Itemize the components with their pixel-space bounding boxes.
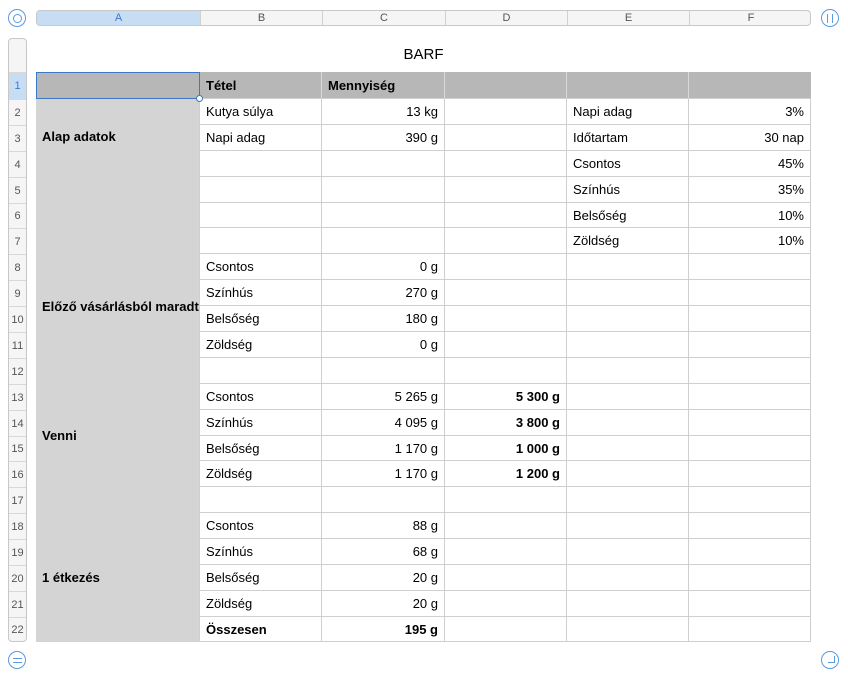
cell-f19[interactable] — [689, 539, 811, 565]
row-header-10[interactable]: 10 — [9, 306, 26, 332]
cell-d17[interactable] — [445, 487, 567, 513]
column-header-e[interactable]: E — [568, 11, 690, 25]
cell-d21[interactable] — [445, 591, 567, 617]
row-bars-icon — [13, 658, 22, 663]
cell-f3[interactable]: 30 nap — [689, 125, 811, 151]
cell-f21[interactable] — [689, 591, 811, 617]
cell-b4[interactable] — [200, 151, 322, 177]
cell-d1[interactable] — [445, 72, 567, 99]
cell-d10[interactable] — [445, 306, 567, 332]
cell-e12[interactable] — [567, 358, 689, 384]
cell-b2[interactable]: Kutya súlya — [200, 99, 322, 125]
cell-b5[interactable] — [200, 177, 322, 203]
cell-f11[interactable] — [689, 332, 811, 358]
cell-e2[interactable]: Napi adag — [567, 99, 689, 125]
cell-f10[interactable] — [689, 306, 811, 332]
cell-f12[interactable] — [689, 358, 811, 384]
row-header-22[interactable]: 22 — [9, 617, 26, 642]
cell-c20[interactable]: 20 g — [322, 565, 445, 591]
cell-c6[interactable] — [322, 203, 445, 228]
cell-e13[interactable] — [567, 384, 689, 410]
cell-b8[interactable]: Csontos — [200, 254, 322, 280]
column-header-bar — [36, 10, 811, 26]
cell-b10[interactable]: Belsőség — [200, 306, 322, 332]
row-header-2[interactable]: 2 — [9, 99, 26, 125]
category-elozo-vasarlas[interactable]: Előző vásárlásból maradt — [36, 254, 200, 358]
row-header-20[interactable]: 20 — [9, 565, 26, 591]
cell-e6[interactable]: Belsőség — [567, 203, 689, 228]
cell-c14[interactable]: 4 095 g — [322, 410, 445, 436]
cell-f13[interactable] — [689, 384, 811, 410]
cell-b21[interactable]: Zöldség — [200, 591, 322, 617]
cell-b12[interactable] — [200, 358, 322, 384]
cell-c13[interactable]: 5 265 g — [322, 384, 445, 410]
cell-f17[interactable] — [689, 487, 811, 513]
cell-d11[interactable] — [445, 332, 567, 358]
column-header-b[interactable]: B — [201, 11, 323, 25]
cell-b22[interactable]: Összesen — [200, 617, 322, 642]
cell-a1[interactable] — [36, 72, 200, 99]
cell-e15[interactable] — [567, 436, 689, 461]
cell-f22[interactable] — [689, 617, 811, 642]
cell-c8[interactable]: 0 g — [322, 254, 445, 280]
cell-b20[interactable]: Belsőség — [200, 565, 322, 591]
category-alap-adatok[interactable]: Alap adatok — [36, 99, 200, 254]
row-header-7[interactable]: 7 — [9, 228, 26, 254]
cell-c10[interactable]: 180 g — [322, 306, 445, 332]
cell-c4[interactable] — [322, 151, 445, 177]
cell-d8[interactable] — [445, 254, 567, 280]
cell-e21[interactable] — [567, 591, 689, 617]
cell-e4[interactable]: Csontos — [567, 151, 689, 177]
cell-b11[interactable]: Zöldség — [200, 332, 322, 358]
cell-d9[interactable] — [445, 280, 567, 306]
cell-f6[interactable]: 10% — [689, 203, 811, 228]
cell-f16[interactable] — [689, 461, 811, 487]
cell-c18[interactable]: 88 g — [322, 513, 445, 539]
cell-d15[interactable]: 1 000 g — [445, 436, 567, 461]
cell-c22[interactable]: 195 g — [322, 617, 445, 642]
circle-icon — [13, 14, 22, 23]
row-header-9[interactable]: 9 — [9, 280, 26, 306]
cell-e22[interactable] — [567, 617, 689, 642]
cell-d6[interactable] — [445, 203, 567, 228]
cell-f7[interactable]: 10% — [689, 228, 811, 254]
row-header-4[interactable]: 4 — [9, 151, 26, 177]
cell-c5[interactable] — [322, 177, 445, 203]
cell-f20[interactable] — [689, 565, 811, 591]
cell-b15[interactable]: Belsőség — [200, 436, 322, 461]
row-header-21[interactable]: 21 — [9, 591, 26, 617]
cell-f8[interactable] — [689, 254, 811, 280]
cell-b16[interactable]: Zöldség — [200, 461, 322, 487]
row-header-18[interactable]: 18 — [9, 513, 26, 539]
cell-c15[interactable]: 1 170 g — [322, 436, 445, 461]
cell-f2[interactable]: 3% — [689, 99, 811, 125]
cell-b1-header[interactable]: Tétel — [200, 72, 322, 99]
cell-c21[interactable]: 20 g — [322, 591, 445, 617]
cell-e18[interactable] — [567, 513, 689, 539]
cell-d3[interactable] — [445, 125, 567, 151]
cell-c1-header[interactable]: Mennyiség — [322, 72, 445, 99]
row-header-8[interactable]: 8 — [9, 254, 26, 280]
cell-c2[interactable]: 13 kg — [322, 99, 445, 125]
cell-f5[interactable]: 35% — [689, 177, 811, 203]
cell-a17[interactable] — [36, 487, 200, 513]
cell-d20[interactable] — [445, 565, 567, 591]
cell-c12[interactable] — [322, 358, 445, 384]
spreadsheet-table — [36, 72, 811, 642]
row-header-14[interactable]: 14 — [9, 410, 26, 436]
column-bars-icon — [827, 14, 833, 23]
row-header-15[interactable]: 15 — [9, 436, 26, 461]
cell-d5[interactable] — [445, 177, 567, 203]
table-select-handle[interactable] — [8, 9, 26, 27]
cell-e16[interactable] — [567, 461, 689, 487]
cell-c11[interactable]: 0 g — [322, 332, 445, 358]
cell-b13[interactable]: Csontos — [200, 384, 322, 410]
cell-b14[interactable]: Színhús — [200, 410, 322, 436]
row-header-5[interactable]: 5 — [9, 177, 26, 203]
table-title[interactable]: BARF — [403, 46, 444, 63]
cell-b7[interactable] — [200, 228, 322, 254]
cell-f4[interactable]: 45% — [689, 151, 811, 177]
cell-c17[interactable] — [322, 487, 445, 513]
cell-c3[interactable]: 390 g — [322, 125, 445, 151]
cell-d18[interactable] — [445, 513, 567, 539]
category-venni[interactable]: Venni — [36, 384, 200, 487]
cell-e3[interactable]: Időtartam — [567, 125, 689, 151]
cell-e17[interactable] — [567, 487, 689, 513]
cell-e19[interactable] — [567, 539, 689, 565]
cell-d4[interactable] — [445, 151, 567, 177]
cell-b9[interactable]: Színhús — [200, 280, 322, 306]
row-header-12[interactable]: 12 — [9, 358, 26, 384]
cell-b17[interactable] — [200, 487, 322, 513]
cell-d2[interactable] — [445, 99, 567, 125]
row-header-6[interactable]: 6 — [9, 203, 26, 228]
cell-f18[interactable] — [689, 513, 811, 539]
cell-b6[interactable] — [200, 203, 322, 228]
cell-c9[interactable]: 270 g — [322, 280, 445, 306]
selection-drag-handle[interactable] — [196, 95, 203, 102]
cell-c7[interactable] — [322, 228, 445, 254]
cell-e1[interactable] — [567, 72, 689, 99]
add-column-handle[interactable] — [821, 9, 839, 27]
cell-e11[interactable] — [567, 332, 689, 358]
column-header-a[interactable]: A — [37, 11, 201, 25]
row-header-19[interactable]: 19 — [9, 539, 26, 565]
column-header-c[interactable]: C — [323, 11, 446, 25]
row-header-17[interactable]: 17 — [9, 487, 26, 513]
cell-f1[interactable] — [689, 72, 811, 99]
cell-e14[interactable] — [567, 410, 689, 436]
cell-e20[interactable] — [567, 565, 689, 591]
cell-e10[interactable] — [567, 306, 689, 332]
column-header-f[interactable]: F — [747, 12, 755, 24]
cell-e7[interactable]: Zöldség — [567, 228, 689, 254]
cell-a12[interactable] — [36, 358, 200, 384]
cell-d7[interactable] — [445, 228, 567, 254]
cell-d16[interactable]: 1 200 g — [445, 461, 567, 487]
row-header-3[interactable]: 3 — [9, 125, 26, 151]
cell-d22[interactable] — [445, 617, 567, 642]
cell-d12[interactable] — [445, 358, 567, 384]
cell-f14[interactable] — [689, 410, 811, 436]
cell-e9[interactable] — [567, 280, 689, 306]
row-header-13[interactable]: 13 — [9, 384, 26, 410]
cell-d14[interactable]: 3 800 g — [445, 410, 567, 436]
cell-c19[interactable]: 68 g — [322, 539, 445, 565]
resize-table-handle[interactable] — [821, 651, 839, 669]
row-header-16[interactable]: 16 — [9, 461, 26, 487]
cell-b3[interactable]: Napi adag — [200, 125, 322, 151]
cell-e8[interactable] — [567, 254, 689, 280]
cell-f9[interactable] — [689, 280, 811, 306]
cell-b18[interactable]: Csontos — [200, 513, 322, 539]
cell-b19[interactable]: Színhús — [200, 539, 322, 565]
cell-e5[interactable]: Színhús — [567, 177, 689, 203]
row-header-bar — [8, 38, 27, 642]
add-row-handle[interactable] — [8, 651, 26, 669]
category-1-etkezes[interactable]: 1 étkezés — [36, 513, 200, 642]
row-header-1[interactable]: 1 — [9, 72, 26, 99]
resize-corner-icon — [828, 656, 835, 663]
cell-f15[interactable] — [689, 436, 811, 461]
column-header-d[interactable]: D — [446, 11, 568, 25]
row-header-11[interactable]: 11 — [9, 332, 26, 358]
cell-d19[interactable] — [445, 539, 567, 565]
cell-c16[interactable]: 1 170 g — [322, 461, 445, 487]
cell-d13[interactable]: 5 300 g — [445, 384, 567, 410]
